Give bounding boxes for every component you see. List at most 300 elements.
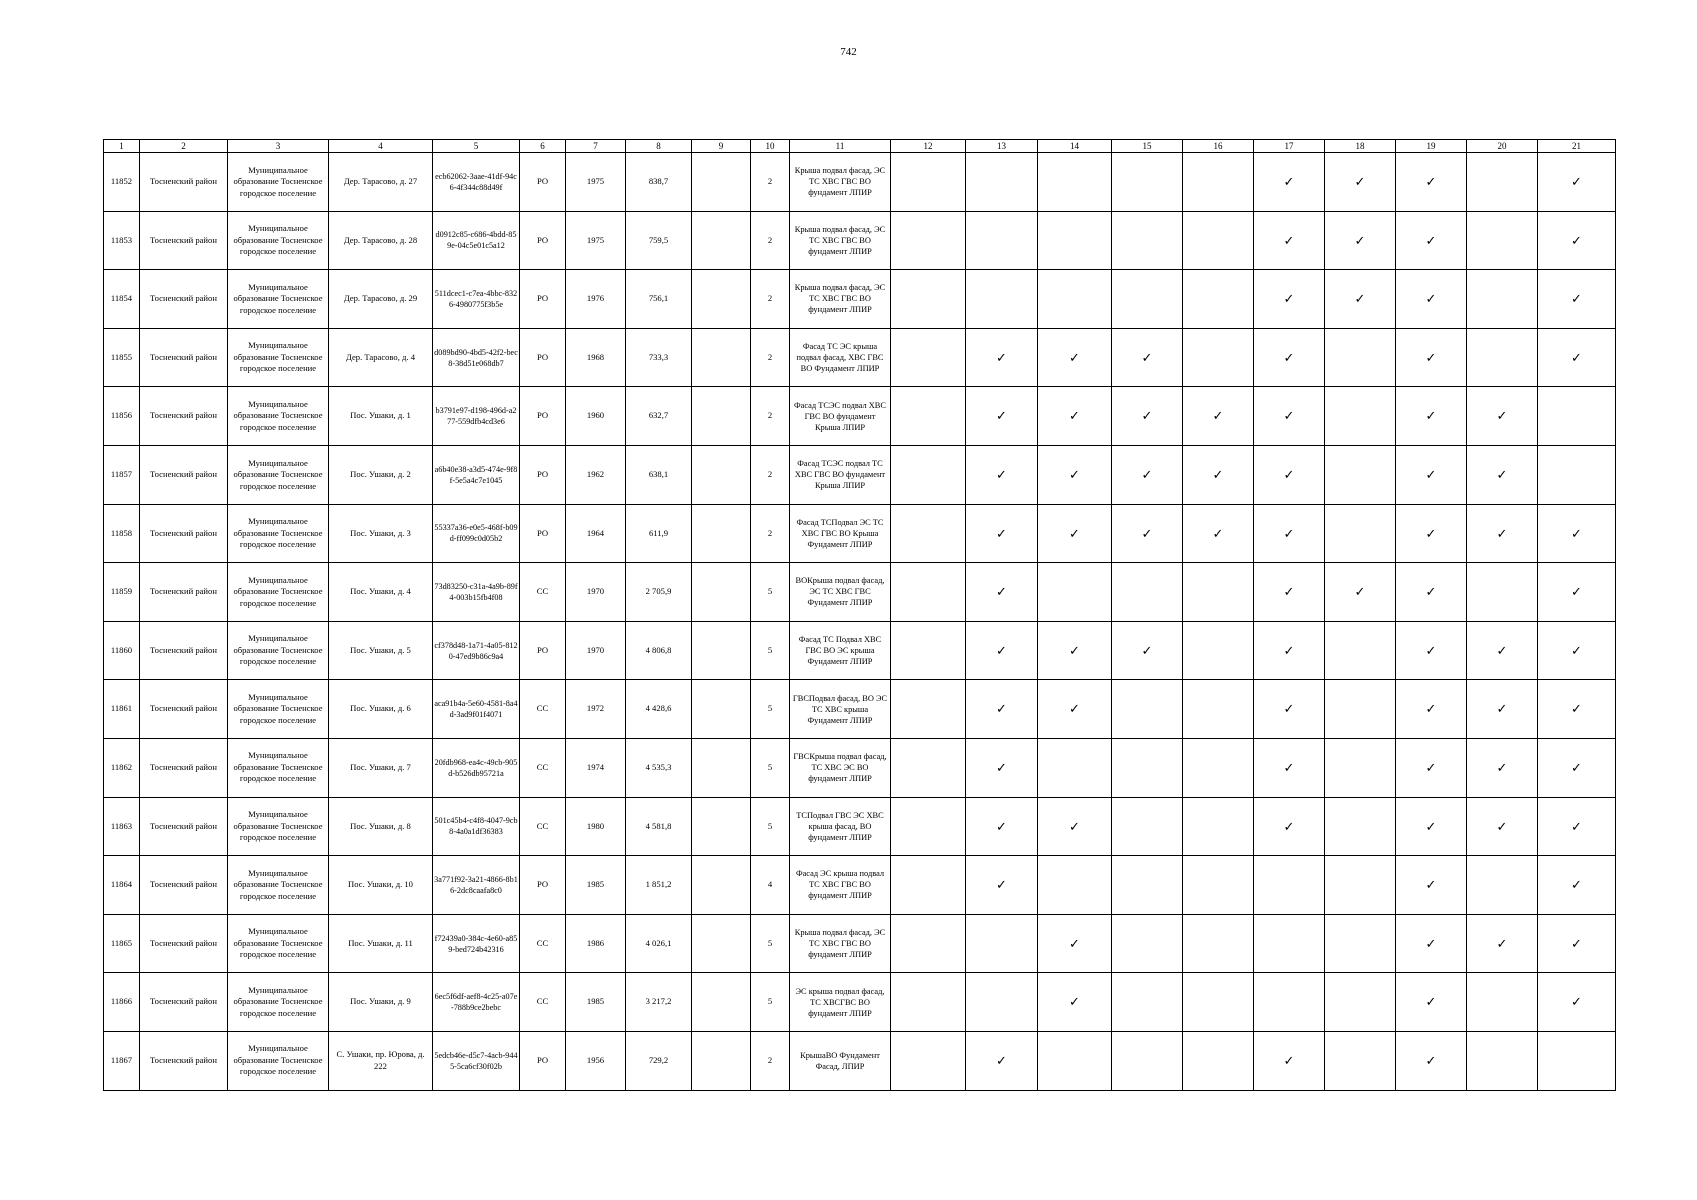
year-cell: 1970 xyxy=(566,563,626,622)
check-mark-icon: ✓ xyxy=(1141,408,1153,424)
check-cell xyxy=(1396,504,1467,563)
check-mark-icon: ✓ xyxy=(1496,467,1508,483)
address-cell: Пос. Ушаки, д. 9 xyxy=(329,973,433,1032)
check-cell xyxy=(1038,680,1112,739)
district-cell: Тосненский район xyxy=(140,328,228,387)
year-cell: 1970 xyxy=(566,621,626,680)
check-cell xyxy=(966,738,1038,797)
check-cell xyxy=(1325,856,1396,915)
municipality-cell: Муниципальное образование Тосненское городское поселение xyxy=(228,738,329,797)
check-cell xyxy=(1183,563,1254,622)
column-9-cell xyxy=(692,680,751,739)
wall-material-cell: РО xyxy=(520,328,566,387)
check-cell xyxy=(1467,328,1538,387)
district-cell: Тосненский район xyxy=(140,504,228,563)
check-cell xyxy=(1183,445,1254,504)
area-cell: 759,5 xyxy=(626,211,692,270)
check-mark-icon: ✓ xyxy=(996,759,1007,775)
check-mark-icon: ✓ xyxy=(1496,818,1508,834)
municipality-cell: Муниципальное образование Тосненское городское поселение xyxy=(228,1031,329,1090)
check-mark-icon: ✓ xyxy=(1283,525,1295,541)
check-mark-icon: ✓ xyxy=(996,467,1007,483)
column-12-cell xyxy=(891,621,966,680)
check-mark-icon: ✓ xyxy=(1425,994,1437,1010)
check-cell xyxy=(966,211,1038,270)
floors-cell: 5 xyxy=(751,914,790,973)
uid-cell: 55337a36-e0e5-468f-b09d-ff099c0d05b2 xyxy=(433,504,520,563)
table-row xyxy=(104,797,1616,856)
year-cell: 1980 xyxy=(566,797,626,856)
check-cell xyxy=(1254,856,1325,915)
area-cell: 729,2 xyxy=(626,1031,692,1090)
floors-cell: 5 xyxy=(751,563,790,622)
area-cell: 756,1 xyxy=(626,270,692,329)
register-table xyxy=(103,139,1616,1091)
check-cell xyxy=(1254,738,1325,797)
uid-cell: d089bd90-4bd5-42f2-bec8-38d51e068db7 xyxy=(433,328,520,387)
table-row xyxy=(104,328,1616,387)
row-id-cell: 11865 xyxy=(104,914,140,973)
check-cell xyxy=(1538,680,1616,739)
check-mark-icon: ✓ xyxy=(1425,759,1437,775)
district-cell: Тосненский район xyxy=(140,211,228,270)
column-12-cell xyxy=(891,211,966,270)
column-header: 6 xyxy=(520,140,566,153)
column-9-cell xyxy=(692,563,751,622)
year-cell: 1976 xyxy=(566,270,626,329)
check-cell xyxy=(1254,445,1325,504)
column-9-cell xyxy=(692,797,751,856)
check-cell xyxy=(1038,797,1112,856)
table-row xyxy=(104,973,1616,1032)
check-mark-icon: ✓ xyxy=(1212,525,1224,541)
address-cell: Пос. Ушаки, д. 5 xyxy=(329,621,433,680)
check-cell xyxy=(1325,504,1396,563)
municipality-cell: Муниципальное образование Тосненское городское поселение xyxy=(228,914,329,973)
check-mark-icon: ✓ xyxy=(996,584,1007,600)
area-cell: 632,7 xyxy=(626,387,692,446)
check-cell xyxy=(1467,504,1538,563)
check-cell xyxy=(1325,973,1396,1032)
column-header: 3 xyxy=(228,140,329,153)
check-cell xyxy=(1325,270,1396,329)
wall-material-cell: РО xyxy=(520,211,566,270)
uid-cell: a6b40e38-a3d5-474e-9f8f-5e5a4c7e1045 xyxy=(433,445,520,504)
check-cell xyxy=(1325,621,1396,680)
check-cell xyxy=(1325,914,1396,973)
check-cell xyxy=(1254,914,1325,973)
check-mark-icon: ✓ xyxy=(1069,525,1080,541)
floors-cell: 5 xyxy=(751,797,790,856)
uid-cell: 5edcb46e-d5c7-4acb-9445-5ca6cf30f02b xyxy=(433,1031,520,1090)
table-row xyxy=(104,914,1616,973)
check-cell xyxy=(1538,445,1616,504)
check-cell xyxy=(1538,563,1616,622)
floors-cell: 2 xyxy=(751,1031,790,1090)
column-header: 8 xyxy=(626,140,692,153)
check-cell xyxy=(1038,914,1112,973)
check-mark-icon: ✓ xyxy=(1425,174,1437,190)
works-cell: Крыша подвал фасад, ЭС ТС ХВС ГВС ВО фундамент ЛПИР xyxy=(790,211,891,270)
wall-material-cell: СС xyxy=(520,797,566,856)
check-cell xyxy=(966,973,1038,1032)
check-mark-icon: ✓ xyxy=(1283,701,1295,717)
column-header: 10 xyxy=(751,140,790,153)
column-12-cell xyxy=(891,1031,966,1090)
year-cell: 1968 xyxy=(566,328,626,387)
floors-cell: 2 xyxy=(751,153,790,212)
check-cell xyxy=(1038,738,1112,797)
column-12-cell xyxy=(891,738,966,797)
column-9-cell xyxy=(692,856,751,915)
check-cell xyxy=(1467,680,1538,739)
table-row xyxy=(104,563,1616,622)
check-mark-icon: ✓ xyxy=(1212,408,1224,424)
column-header: 15 xyxy=(1112,140,1183,153)
address-cell: Дер. Тарасово, д. 28 xyxy=(329,211,433,270)
floors-cell: 5 xyxy=(751,738,790,797)
check-mark-icon: ✓ xyxy=(996,1052,1007,1068)
row-id-cell: 11862 xyxy=(104,738,140,797)
column-9-cell xyxy=(692,504,751,563)
check-cell xyxy=(1112,914,1183,973)
check-mark-icon: ✓ xyxy=(1496,935,1508,951)
column-9-cell xyxy=(692,973,751,1032)
check-cell xyxy=(1112,153,1183,212)
column-12-cell xyxy=(891,973,966,1032)
works-cell: Крыша подвал фасад, ЭС ТС ХВС ГВС ВО фундамент ЛПИР xyxy=(790,914,891,973)
wall-material-cell: РО xyxy=(520,504,566,563)
wall-material-cell: РО xyxy=(520,1031,566,1090)
check-mark-icon: ✓ xyxy=(1069,994,1080,1010)
check-mark-icon: ✓ xyxy=(1354,584,1366,600)
district-cell: Тосненский район xyxy=(140,387,228,446)
municipality-cell: Муниципальное образование Тосненское городское поселение xyxy=(228,445,329,504)
check-cell xyxy=(1183,621,1254,680)
check-cell xyxy=(1254,1031,1325,1090)
district-cell: Тосненский район xyxy=(140,153,228,212)
check-mark-icon: ✓ xyxy=(1571,174,1582,190)
check-cell xyxy=(1254,270,1325,329)
column-12-cell xyxy=(891,914,966,973)
year-cell: 1964 xyxy=(566,504,626,563)
check-mark-icon: ✓ xyxy=(996,818,1007,834)
check-cell xyxy=(1538,973,1616,1032)
check-mark-icon: ✓ xyxy=(1571,818,1582,834)
wall-material-cell: СС xyxy=(520,680,566,739)
check-cell xyxy=(1254,973,1325,1032)
check-mark-icon: ✓ xyxy=(1425,701,1437,717)
check-mark-icon: ✓ xyxy=(1354,174,1366,190)
check-mark-icon: ✓ xyxy=(1283,408,1295,424)
municipality-cell: Муниципальное образование Тосненское городское поселение xyxy=(228,621,329,680)
check-cell xyxy=(1112,856,1183,915)
district-cell: Тосненский район xyxy=(140,973,228,1032)
check-cell xyxy=(1183,387,1254,446)
check-cell xyxy=(1396,270,1467,329)
uid-cell: 6ec5f6df-aef8-4c25-a07e-788b9ce2bebc xyxy=(433,973,520,1032)
column-9-cell xyxy=(692,1031,751,1090)
wall-material-cell: СС xyxy=(520,914,566,973)
district-cell: Тосненский район xyxy=(140,563,228,622)
column-header: 7 xyxy=(566,140,626,153)
check-cell xyxy=(1467,797,1538,856)
area-cell: 2 705,9 xyxy=(626,563,692,622)
uid-cell: 73d83250-c31a-4a9b-89f4-003b15fb4f08 xyxy=(433,563,520,622)
check-cell xyxy=(1038,1031,1112,1090)
uid-cell: cf378d48-1a71-4a05-8120-47ed9b86c9a4 xyxy=(433,621,520,680)
floors-cell: 2 xyxy=(751,270,790,329)
check-mark-icon: ✓ xyxy=(1425,291,1437,307)
row-id-cell: 11859 xyxy=(104,563,140,622)
year-cell: 1960 xyxy=(566,387,626,446)
check-cell xyxy=(1325,211,1396,270)
check-cell xyxy=(966,856,1038,915)
check-cell xyxy=(1467,563,1538,622)
district-cell: Тосненский район xyxy=(140,1031,228,1090)
year-cell: 1985 xyxy=(566,973,626,1032)
column-12-cell xyxy=(891,856,966,915)
check-mark-icon: ✓ xyxy=(1425,642,1437,658)
uid-cell: aca91b4a-5e60-4581-8a4d-3ad9f01f4071 xyxy=(433,680,520,739)
check-cell xyxy=(1112,387,1183,446)
column-9-cell xyxy=(692,211,751,270)
column-12-cell xyxy=(891,328,966,387)
check-mark-icon: ✓ xyxy=(996,525,1007,541)
column-header: 16 xyxy=(1183,140,1254,153)
address-cell: Пос. Ушаки, д. 7 xyxy=(329,738,433,797)
check-cell xyxy=(1038,328,1112,387)
check-cell xyxy=(1325,797,1396,856)
check-cell xyxy=(1254,328,1325,387)
uid-cell: 511dcec1-c7ea-4bbc-8326-4980775f3b5e xyxy=(433,270,520,329)
column-header: 4 xyxy=(329,140,433,153)
year-cell: 1975 xyxy=(566,211,626,270)
check-cell xyxy=(1396,797,1467,856)
wall-material-cell: РО xyxy=(520,856,566,915)
check-cell xyxy=(966,153,1038,212)
uid-cell: 3a771f92-3a21-4866-8b16-2dc8caafa8c0 xyxy=(433,856,520,915)
area-cell: 611,9 xyxy=(626,504,692,563)
year-cell: 1956 xyxy=(566,1031,626,1090)
check-cell xyxy=(1112,328,1183,387)
floors-cell: 5 xyxy=(751,621,790,680)
check-cell xyxy=(1183,270,1254,329)
check-mark-icon: ✓ xyxy=(996,877,1007,893)
check-cell xyxy=(1396,738,1467,797)
check-cell xyxy=(1396,153,1467,212)
check-mark-icon: ✓ xyxy=(1571,642,1582,658)
address-cell: Дер. Тарасово, д. 27 xyxy=(329,153,433,212)
works-cell: Фасад ТСЭС подвал ХВС ГВС ВО фундамент Крыша ЛПИР xyxy=(790,387,891,446)
works-cell: Фасад ТС ЭС крыша подвал фасад, ХВС ГВС ВО Фундамент ЛПИР xyxy=(790,328,891,387)
area-cell: 638,1 xyxy=(626,445,692,504)
check-cell xyxy=(1538,738,1616,797)
check-cell xyxy=(1112,270,1183,329)
area-cell: 1 851,2 xyxy=(626,856,692,915)
column-9-cell xyxy=(692,914,751,973)
check-mark-icon: ✓ xyxy=(1425,1052,1437,1068)
district-cell: Тосненский район xyxy=(140,856,228,915)
check-cell xyxy=(1183,973,1254,1032)
check-mark-icon: ✓ xyxy=(1425,525,1437,541)
check-cell xyxy=(1112,504,1183,563)
check-mark-icon: ✓ xyxy=(1571,584,1582,600)
check-cell xyxy=(966,1031,1038,1090)
table-row xyxy=(104,445,1616,504)
check-cell xyxy=(1396,973,1467,1032)
check-cell xyxy=(1183,328,1254,387)
check-cell xyxy=(1396,621,1467,680)
row-id-cell: 11852 xyxy=(104,153,140,212)
check-cell xyxy=(1396,914,1467,973)
check-cell xyxy=(966,563,1038,622)
address-cell: Пос. Ушаки, д. 8 xyxy=(329,797,433,856)
uid-cell: d0912c85-c686-4bdd-859e-04c5e01c5a12 xyxy=(433,211,520,270)
floors-cell: 4 xyxy=(751,856,790,915)
check-cell xyxy=(1112,563,1183,622)
works-cell: ВОКрыша подвал фасад, ЭС ТС ХВС ГВС Фундамент ЛПИР xyxy=(790,563,891,622)
check-cell xyxy=(1538,504,1616,563)
check-cell xyxy=(1183,797,1254,856)
check-mark-icon: ✓ xyxy=(1069,408,1080,424)
check-cell xyxy=(1467,914,1538,973)
row-id-cell: 11863 xyxy=(104,797,140,856)
check-mark-icon: ✓ xyxy=(1571,759,1582,775)
address-cell: Пос. Ушаки, д. 10 xyxy=(329,856,433,915)
column-header: 17 xyxy=(1254,140,1325,153)
check-cell xyxy=(1467,211,1538,270)
check-cell xyxy=(1183,153,1254,212)
municipality-cell: Муниципальное образование Тосненское городское поселение xyxy=(228,563,329,622)
column-9-cell xyxy=(692,153,751,212)
column-9-cell xyxy=(692,445,751,504)
table-row xyxy=(104,1031,1616,1090)
column-header: 9 xyxy=(692,140,751,153)
check-mark-icon: ✓ xyxy=(996,701,1007,717)
table-row xyxy=(104,680,1616,739)
check-mark-icon: ✓ xyxy=(1571,877,1582,893)
check-cell xyxy=(1325,680,1396,739)
district-cell: Тосненский район xyxy=(140,797,228,856)
address-cell: С. Ушаки, пр. Юрова, д. 222 xyxy=(329,1031,433,1090)
column-header: 12 xyxy=(891,140,966,153)
check-mark-icon: ✓ xyxy=(996,408,1007,424)
address-cell: Дер. Тарасово, д. 4 xyxy=(329,328,433,387)
check-mark-icon: ✓ xyxy=(1571,701,1582,717)
check-cell xyxy=(1038,211,1112,270)
district-cell: Тосненский район xyxy=(140,680,228,739)
column-header: 19 xyxy=(1396,140,1467,153)
check-mark-icon: ✓ xyxy=(1141,467,1153,483)
check-mark-icon: ✓ xyxy=(1141,525,1153,541)
page-number: 742 xyxy=(840,46,857,58)
check-cell xyxy=(966,797,1038,856)
check-mark-icon: ✓ xyxy=(1425,467,1437,483)
works-cell: ТСПодвал ГВС ЭС ХВС крыша фасад, ВО фундамент ЛПИР xyxy=(790,797,891,856)
column-9-cell xyxy=(692,270,751,329)
table-row xyxy=(104,856,1616,915)
uid-cell: 501c45b4-c4f8-4047-9cb8-4a0a1df36383 xyxy=(433,797,520,856)
check-cell xyxy=(1467,153,1538,212)
check-mark-icon: ✓ xyxy=(1069,467,1080,483)
column-number-row xyxy=(104,140,1616,153)
check-cell xyxy=(1325,328,1396,387)
wall-material-cell: РО xyxy=(520,621,566,680)
table-row xyxy=(104,211,1616,270)
check-cell xyxy=(966,914,1038,973)
check-mark-icon: ✓ xyxy=(1425,818,1437,834)
check-cell xyxy=(966,270,1038,329)
check-cell xyxy=(1112,680,1183,739)
check-cell xyxy=(1325,738,1396,797)
municipality-cell: Муниципальное образование Тосненское городское поселение xyxy=(228,973,329,1032)
check-cell xyxy=(1254,621,1325,680)
row-id-cell: 11854 xyxy=(104,270,140,329)
check-cell xyxy=(966,445,1038,504)
year-cell: 1985 xyxy=(566,856,626,915)
check-mark-icon: ✓ xyxy=(1496,701,1508,717)
check-mark-icon: ✓ xyxy=(1283,467,1295,483)
table-row xyxy=(104,738,1616,797)
check-cell xyxy=(1396,387,1467,446)
check-cell xyxy=(1254,387,1325,446)
check-cell xyxy=(1538,1031,1616,1090)
address-cell: Пос. Ушаки, д. 11 xyxy=(329,914,433,973)
address-cell: Пос. Ушаки, д. 6 xyxy=(329,680,433,739)
row-id-cell: 11867 xyxy=(104,1031,140,1090)
check-mark-icon: ✓ xyxy=(1571,935,1582,951)
check-cell xyxy=(966,680,1038,739)
check-mark-icon: ✓ xyxy=(1571,994,1582,1010)
check-cell xyxy=(1254,563,1325,622)
check-mark-icon: ✓ xyxy=(1425,584,1437,600)
municipality-cell: Муниципальное образование Тосненское городское поселение xyxy=(228,680,329,739)
check-mark-icon: ✓ xyxy=(1496,642,1508,658)
check-cell xyxy=(1183,211,1254,270)
column-header: 18 xyxy=(1325,140,1396,153)
municipality-cell: Муниципальное образование Тосненское городское поселение xyxy=(228,153,329,212)
address-cell: Пос. Ушаки, д. 4 xyxy=(329,563,433,622)
check-cell xyxy=(1038,445,1112,504)
check-cell xyxy=(1038,387,1112,446)
works-cell: Крыша подвал фасад, ЭС ТС ХВС ГВС ВО фундамент ЛПИР xyxy=(790,153,891,212)
row-id-cell: 11864 xyxy=(104,856,140,915)
check-cell xyxy=(966,328,1038,387)
check-cell xyxy=(1183,680,1254,739)
year-cell: 1986 xyxy=(566,914,626,973)
row-id-cell: 11857 xyxy=(104,445,140,504)
check-cell xyxy=(1254,797,1325,856)
works-cell: Фасад ТСЭС подвал ТС ХВС ГВС ВО фундамент Крыша ЛПИР xyxy=(790,445,891,504)
works-cell: ГВСКрыша подвал фасад, ТС ХВС ЭС ВО фундамент ЛПИР xyxy=(790,738,891,797)
row-id-cell: 11855 xyxy=(104,328,140,387)
check-cell xyxy=(1467,1031,1538,1090)
floors-cell: 5 xyxy=(751,680,790,739)
check-cell xyxy=(1467,387,1538,446)
check-mark-icon: ✓ xyxy=(1283,1052,1295,1068)
check-cell xyxy=(966,621,1038,680)
floors-cell: 2 xyxy=(751,445,790,504)
check-mark-icon: ✓ xyxy=(1283,232,1295,248)
check-cell xyxy=(1538,387,1616,446)
wall-material-cell: СС xyxy=(520,973,566,1032)
district-cell: Тосненский район xyxy=(140,270,228,329)
check-cell xyxy=(1038,563,1112,622)
address-cell: Пос. Ушаки, д. 3 xyxy=(329,504,433,563)
row-id-cell: 11866 xyxy=(104,973,140,1032)
column-header: 13 xyxy=(966,140,1038,153)
